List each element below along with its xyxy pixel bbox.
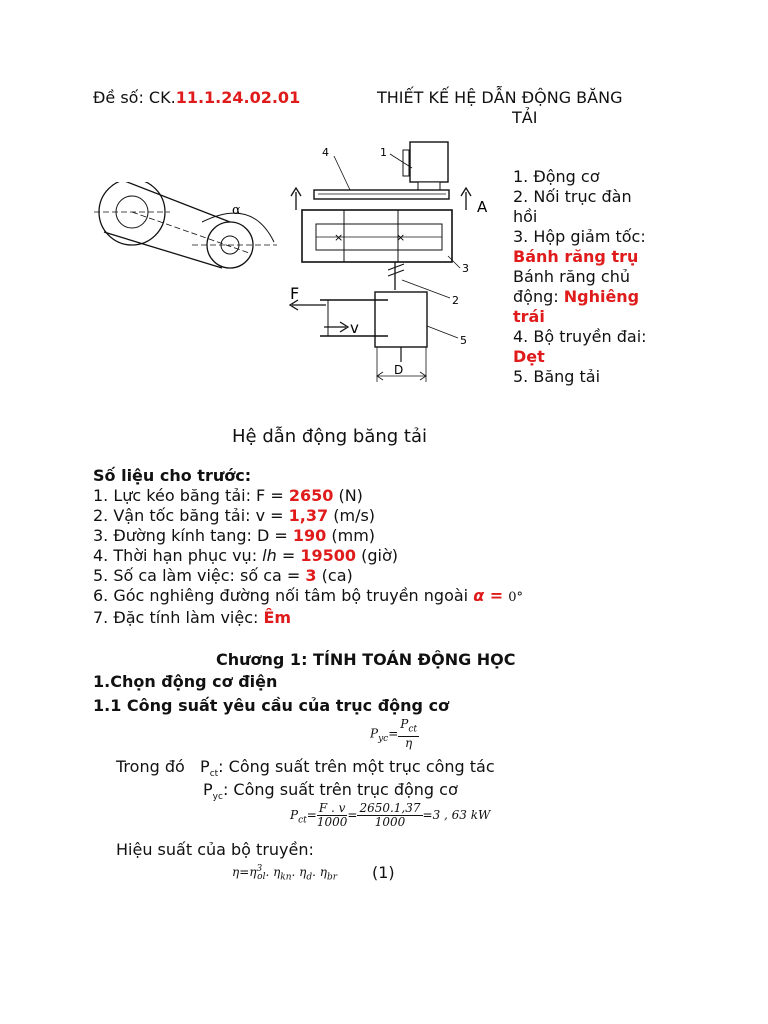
- component-item: Bánh răng chủ: [513, 267, 630, 286]
- document-title-line2: TẢI: [512, 108, 538, 127]
- given-item: 7. Đặc tính làm việc: Êm: [93, 608, 292, 627]
- component-item: 3. Hộp giảm tốc:: [513, 227, 646, 246]
- svg-text:×: ×: [396, 231, 406, 244]
- component-item: động: Nghiêng: [513, 287, 640, 306]
- component-item: 5. Băng tải: [513, 367, 601, 386]
- component-list: [513, 167, 647, 387]
- given-item: 3. Đường kính tang: D = 190 (mm): [93, 526, 376, 545]
- formula-pyc: $P_{yc}=$ $\frac{P_{ct}}{\eta}$: [370, 717, 418, 751]
- component-item: 1. Động cơ: [513, 167, 600, 186]
- given-item: 6. Góc nghiêng đường nối tâm bộ truyền ngoài α = 0°: [93, 586, 524, 605]
- callout-2: 2: [452, 294, 459, 307]
- exam-code: [93, 88, 300, 108]
- given-item: 5. Số ca làm việc: số ca = 3 (ca): [93, 566, 353, 585]
- figure-caption: Hệ dẫn động băng tải: [232, 426, 428, 447]
- component-item: 2. Nối trục đàn: [513, 187, 632, 206]
- chapter-title: Chương 1: TÍNH TOÁN ĐỘNG HỌC: [216, 650, 516, 669]
- diameter-label: D: [394, 363, 404, 377]
- subsection-title: 1.1 Công suất yêu cầu của trục động cơ: [93, 696, 450, 715]
- gearbox-diagram: [288, 140, 488, 385]
- callout-3: 3: [462, 262, 469, 275]
- component-item: 4. Bộ truyền đai:: [513, 327, 647, 346]
- gear-direction-value-cont: trái: [513, 307, 545, 326]
- given-list: [93, 486, 523, 628]
- svg-text:×: ×: [334, 231, 344, 244]
- pyc-desc-line: $P_{yc}$: Công suất trên trục động cơ: [203, 780, 458, 803]
- belt-drive-diagram: [92, 182, 292, 272]
- component-item: hồi: [513, 207, 538, 226]
- formula-pct: $P_{ct}=$ $\frac{F . v}{1000}$ = $\frac{2650.1,37}{1000}$ =3 , 63 kW: [290, 801, 491, 829]
- alpha-label: α: [232, 203, 241, 218]
- gear-type-value: Bánh răng trụ: [513, 247, 639, 266]
- velocity-label: v: [350, 319, 359, 337]
- gear-direction-value: Nghiêng: [563, 287, 640, 306]
- formula-efficiency: $\eta=\eta^3_{ol}$. $\eta_{kn}$. $\eta_d$. $\eta_{br}$: [232, 864, 338, 883]
- equation-number: (1): [372, 863, 395, 882]
- callout-1: 1: [380, 146, 387, 159]
- given-heading: Số liệu cho trước:: [93, 466, 252, 485]
- callout-5: 5: [460, 334, 467, 347]
- exam-code-value: 11.1.24.02.01: [175, 88, 301, 107]
- callout-4: 4: [322, 146, 329, 159]
- section-label-a: A: [477, 198, 488, 216]
- given-item: 2. Vận tốc băng tải: v = 1,37 (m/s): [93, 506, 376, 525]
- given-item: 4. Thời hạn phục vụ: lh = 19500 (giờ): [93, 546, 398, 565]
- where-line: Trong đó $P_{ct}$: Công suất trên một trục công tác: [116, 757, 495, 780]
- force-label: F: [290, 284, 300, 303]
- efficiency-label: Hiệu suất của bộ truyền:: [116, 840, 314, 859]
- exam-code-prefix: Đề số: CK.: [93, 88, 176, 107]
- given-item: 1. Lực kéo băng tải: F = 2650 (N): [93, 486, 363, 505]
- belt-type-value: Dẹt: [513, 347, 545, 366]
- document-title: THIẾT KẾ HỆ DẪN ĐỘNG BĂNG: [377, 88, 623, 107]
- section-title: 1.Chọn động cơ điện: [93, 672, 278, 691]
